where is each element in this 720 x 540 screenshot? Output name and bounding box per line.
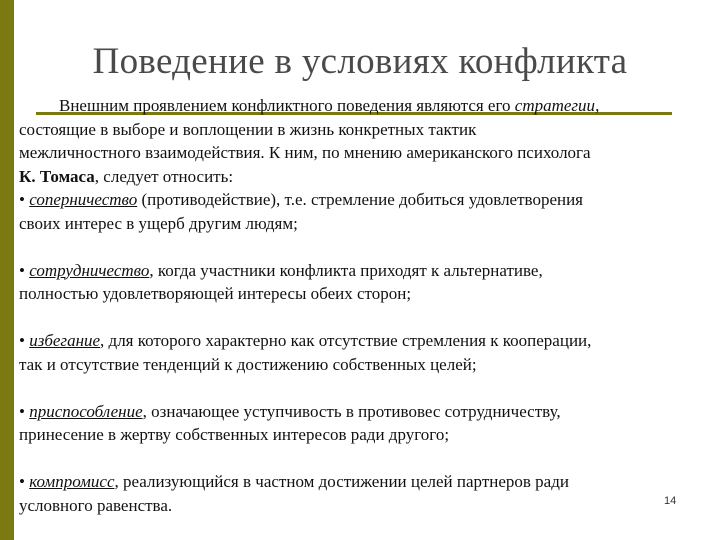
strategy-desc: , означающее уступчивость в противовес сотрудничеству, <box>142 401 561 421</box>
left-accent-bar <box>0 0 14 540</box>
strategy-line-1 <box>19 400 709 424</box>
strategy-line-1 <box>19 188 709 212</box>
strategy-term: соперничество <box>29 190 138 209</box>
intro-tail: , следует относить: <box>94 166 234 186</box>
strategy-item-accommodation <box>19 400 709 447</box>
intro-text: Внешним проявлением конфликтного поведения являются его <box>59 96 515 115</box>
bullet: • <box>19 401 25 421</box>
intro-line-4 <box>19 165 709 189</box>
strategy-term: избегание <box>29 331 101 350</box>
strategy-line-2: условного равенства. <box>19 495 173 515</box>
spacer <box>19 306 709 330</box>
strategy-item-avoidance <box>19 329 709 376</box>
bullet: • <box>19 260 25 280</box>
author-name: К. Томаса <box>19 166 95 186</box>
bullet: • <box>19 331 25 350</box>
strategy-term: сотрудничество <box>29 260 150 280</box>
strategy-line-2: полностью удовлетворяющей интересы обеих сторон; <box>19 284 412 303</box>
slide-title: Поведение в условиях конфликта <box>92 41 628 82</box>
spacer <box>19 447 709 471</box>
intro-line-2: состоящие в выборе и воплощении в жизнь конкретных тактик <box>19 119 477 139</box>
intro-emphasis: стратегии <box>514 96 596 115</box>
spacer <box>19 235 709 259</box>
strategy-line-2: своих интерес в ущерб другим людям; <box>19 213 298 233</box>
strategy-desc: , когда участники конфликта приходят к альтернативе, <box>149 260 543 280</box>
spacer <box>19 376 709 400</box>
strategy-item-compromise <box>19 470 709 517</box>
strategy-line-1 <box>19 329 709 353</box>
strategy-term: приспособление <box>29 401 143 421</box>
slide-body <box>19 94 709 517</box>
bullet: • <box>19 190 25 209</box>
page-number: 14 <box>664 495 677 507</box>
strategy-term: компромисс <box>29 472 115 491</box>
strategy-desc: , реализующийся в частном достижении целей партнеров ради <box>114 472 569 491</box>
strategy-line-2: принесение в жертву собственных интересов ради другого; <box>19 425 450 444</box>
intro-line-1 <box>19 94 709 118</box>
strategy-desc: , для которого характерно как отсутствие стремления к кооперации, <box>100 331 592 350</box>
strategy-line-1 <box>19 259 709 283</box>
strategy-item-cooperation <box>19 259 709 306</box>
intro-comma: , <box>595 96 600 115</box>
strategy-desc: (противодействие), т.е. стремление добиться удовлетворения <box>137 190 584 209</box>
strategy-line-1 <box>19 470 709 494</box>
intro-line-3: межличностного взаимодействия. К ним, по мнению американского психолога <box>19 143 591 162</box>
strategy-item-competition <box>19 188 709 235</box>
strategy-line-2: так и отсутствие тенденций к достижению собственных целей; <box>19 354 477 374</box>
bullet: • <box>19 472 25 491</box>
